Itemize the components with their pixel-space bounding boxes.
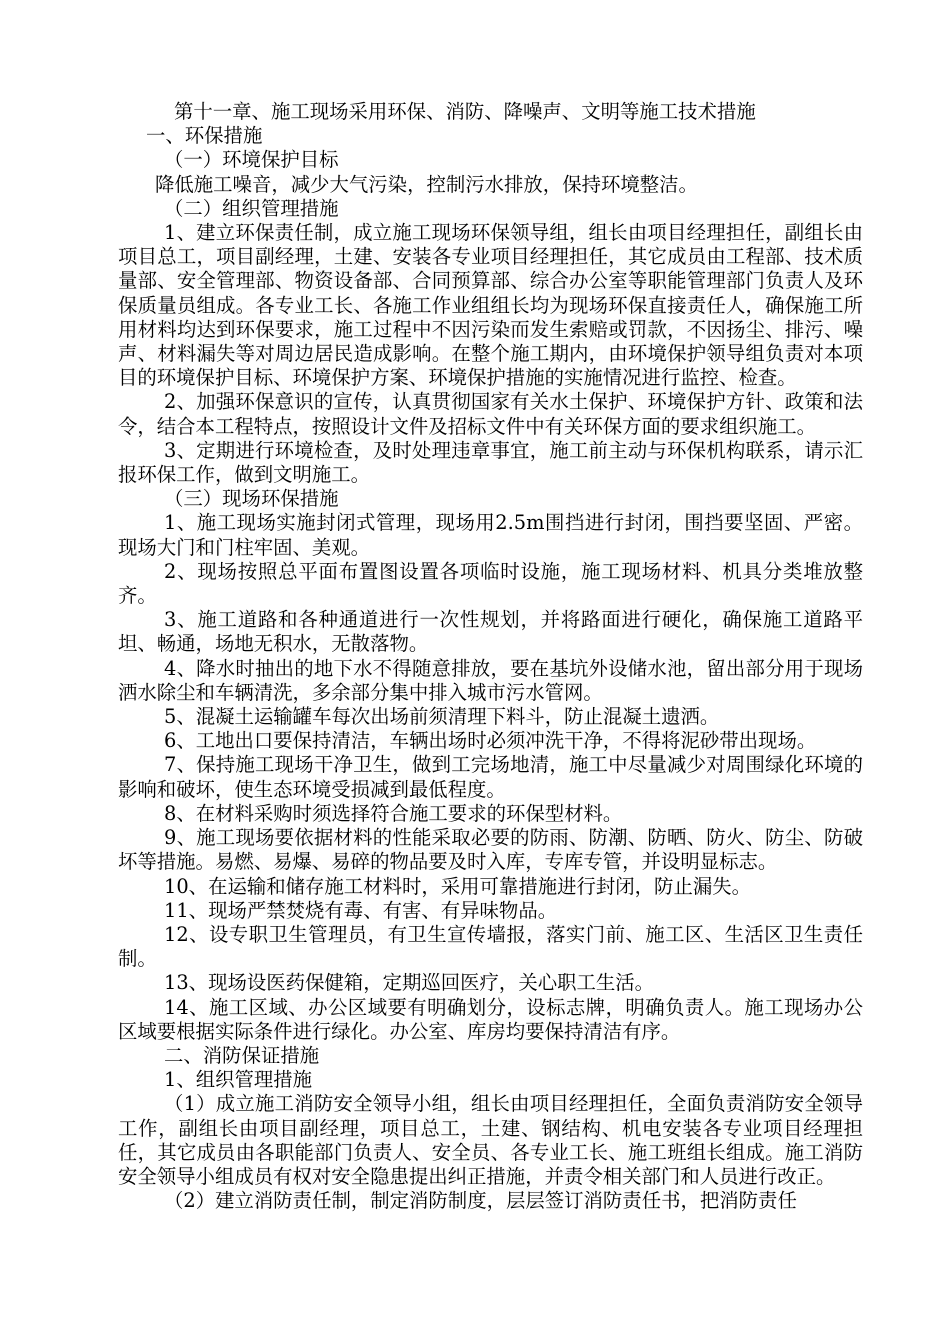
paragraph: 2、现场按照总平面布置图设置各项临时设施，施工现场材料、机具分类堆放整齐。 xyxy=(118,559,863,608)
paragraph: 13、现场设医药保健箱，定期巡回医疗，关心职工生活。 xyxy=(164,971,655,995)
paragraph: 4、降水时抽出的地下水不得随意排放，要在基坑外设储水池，留出部分用于现场洒水除尘和车辆清洗，多余部分集中排入城市污水管网。 xyxy=(118,656,863,704)
paragraph: 10、在运输和储存施工材料时，采用可靠措施进行封闭，防止漏失。 xyxy=(164,874,752,898)
paragraph: 1、建立环保责任制，成立施工现场环保领导组，组长由项目经理担任，副组长由项目总工，项目副经理，土建、安装各专业项目经理担任，其它成员由工程部、技术质量部、安全管理部、物资设备部、合同预算部、综合办公室等职能管理部门负责人及环保质量员组成。各专业工长、各施工作业组组长均为现场环保直接责任人，确保施工所用材料均达到环保要求，施工过程中不因污染而发生索赔或罚款，不因扬尘、排污、噪声、材料漏失等对周边居民造成影响。在整个施工期内，由环境保护领导组负责对本项目的环境保护目标、环境保护方案、环境保护措施的实施情况进行监控、检查。 xyxy=(118,221,863,390)
document-body xyxy=(118,100,863,1213)
paragraph: 9、施工现场要依据材料的性能采取必要的防雨、防潮、防晒、防火、防尘、防破坏等措施。易燃、易爆、易碎的物品要及时入库，专库专管，并设明显标志。 xyxy=(118,826,863,874)
section-heading: （一）环境保护目标 xyxy=(164,148,339,172)
chapter-title: 第十一章、施工现场采用环保、消防、降噪声、文明等施工技术措施 xyxy=(174,100,756,123)
paragraph: 3、定期进行环境检查，及时处理违章事宜，施工前主动与环保机构联系，请示汇报环保工作，做到文明施工。 xyxy=(118,438,863,487)
paragraph: （1）成立施工消防安全领导小组，组长由项目经理担任，全面负责消防安全领导工作，副组长由项目副经理，项目总工，土建、钢结构、机电安装各专业项目经理担任，其它成员由各职能部门负责人、安全员、各专业工长、施工班组长组成。施工消防安全领导小组成员有权对安全隐患提出纠正措施，并责令相关部门和人员进行改正。 xyxy=(118,1092,863,1188)
paragraph: 降低施工噪音，减少大气污染，控制污水排放，保持环境整洁。 xyxy=(155,172,698,196)
section-heading: （二）组织管理措施 xyxy=(164,196,339,220)
section-heading: 1、组织管理措施 xyxy=(164,1068,313,1092)
section-heading: （三）现场环保措施 xyxy=(164,487,339,511)
paragraph: 2、加强环保意识的宣传，认真贯彻国家有关水土保护、环境保护方针、政策和法令，结合本工程特点，按照设计文件及招标文件中有关环保方面的要求组织施工。 xyxy=(118,390,863,438)
paragraph: 12、设专职卫生管理员，有卫生宣传墙报，落实门前、施工区、生活区卫生责任制。 xyxy=(118,922,863,971)
paragraph: 14、施工区域、办公区域要有明确划分，设标志牌，明确负责人。施工现场办公区域要根据实际条件进行绿化。办公室、库房均要保持清洁有序。 xyxy=(118,995,863,1043)
paragraph: 11、现场严禁焚烧有毒、有害、有异味物品。 xyxy=(164,898,558,922)
section-heading: 一、环保措施 xyxy=(146,124,263,148)
paragraph: 6、工地出口要保持清洁，车辆出场时必须冲洗干净，不得将泥砂带出现场。 xyxy=(164,729,817,753)
paragraph: 7、保持施工现场干净卫生，做到工完场地清，施工中尽量减少对周围绿化环境的影响和破坏，使生态环境受损减到最低程度。 xyxy=(118,753,863,801)
paragraph: 8、在材料采购时须选择符合施工要求的环保型材料。 xyxy=(164,801,623,825)
section-heading: 二、消防保证措施 xyxy=(164,1043,320,1067)
paragraph-list xyxy=(118,124,863,1213)
paragraph: 1、施工现场实施封闭式管理，现场用2.5m围挡进行封闭，围挡要坚固、严密。现场大门和门柱牢固、美观。 xyxy=(118,511,863,559)
paragraph: 5、混凝土运输罐车每次出场前须清理下料斗，防止混凝土遗洒。 xyxy=(164,705,720,729)
paragraph: （2）建立消防责任制，制定消防制度，层层签订消防责任书，把消防责任 xyxy=(164,1189,797,1213)
paragraph: 3、施工道路和各种通道进行一次性规划，并将路面进行硬化，确保施工道路平坦、畅通，场地无积水，无散落物。 xyxy=(118,608,863,656)
